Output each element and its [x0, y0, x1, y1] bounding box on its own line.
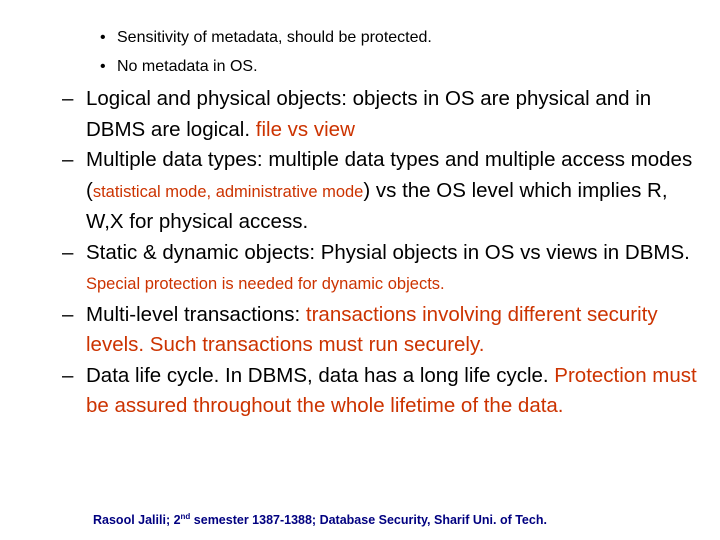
point-data-types: [62, 145, 702, 238]
footer-text-continued: semester 1387-1388; Database Security, Sharif Uni. of Tech.: [190, 513, 547, 527]
point-highlight: transactions involving different security levels. Such transactions must run securely.: [86, 302, 658, 356]
sub-bullet-text: Sensitivity of metadata, should be protected.: [117, 29, 432, 46]
point-multilevel-transactions: [62, 300, 702, 361]
point-data-life-cycle: [62, 361, 702, 422]
point-text: Logical and physical objects: objects in OS are physical and in DBMS are logical.: [86, 87, 652, 141]
point-text: Data life cycle. In DBMS, data has a long life cycle.: [86, 363, 555, 387]
sub-bullet-text: No metadata in OS.: [117, 58, 258, 75]
point-text: Multi-level transactions:: [86, 302, 306, 326]
dash-bullet-icon: –: [62, 87, 74, 110]
dash-bullet-icon: –: [62, 148, 74, 171]
main-point-list: [62, 84, 702, 422]
footer-superscript: nd: [180, 512, 191, 521]
point-static-dynamic: [62, 238, 702, 300]
sub-bullet-1: [100, 26, 432, 50]
point-highlight: file vs view: [255, 117, 355, 141]
bullet-dot-icon: •: [100, 58, 106, 75]
point-highlight: statistical mode, administrative mode: [92, 182, 364, 201]
sub-bullet-2: [100, 55, 258, 79]
point-text-continued: ) vs the OS level which implies R, W,X for physical access.: [86, 178, 668, 233]
footer-text: Rasool Jalili; 2: [93, 513, 181, 527]
point-text: Multiple data types: multiple data types and multiple access modes (: [86, 148, 693, 202]
point-highlight: Special protection is needed for dynamic objects.: [86, 275, 445, 293]
point-logical-physical: [62, 84, 702, 145]
dash-bullet-icon: –: [62, 363, 74, 387]
bullet-dot-icon: •: [100, 29, 106, 46]
slide-footer: [93, 512, 547, 527]
dash-bullet-icon: –: [62, 240, 74, 264]
point-highlight: Protection must be assured throughout the whole lifetime of the data.: [86, 363, 697, 417]
point-text: Static & dynamic objects: Physial objects in OS vs views in DBMS.: [86, 240, 690, 264]
dash-bullet-icon: –: [62, 302, 74, 326]
